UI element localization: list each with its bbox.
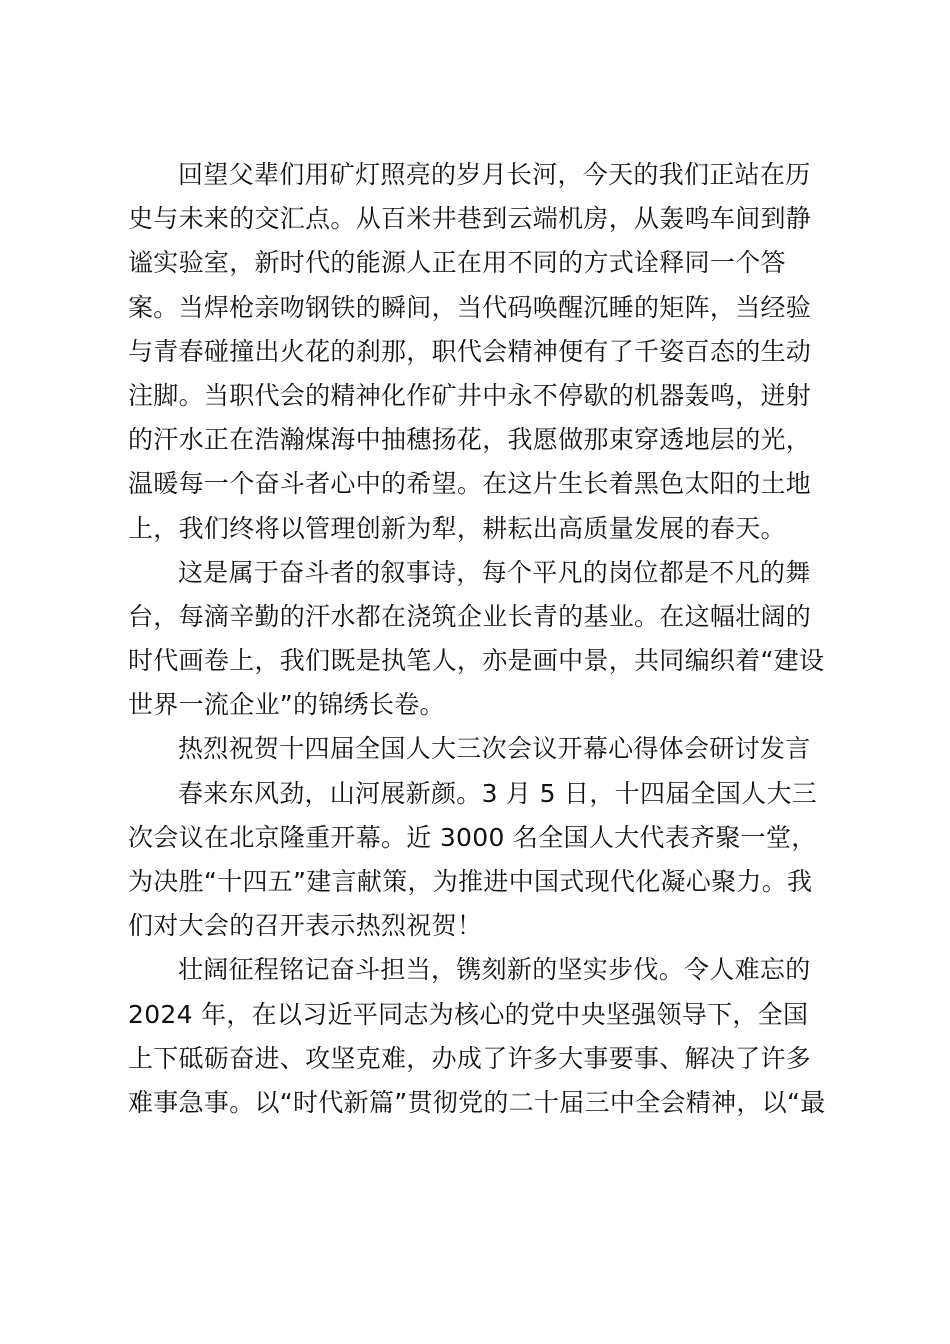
section-heading: 热烈祝贺十四届全国人大三次会议开幕心得体会研讨发言 <box>178 734 811 764</box>
paragraph-2-line-4: 世界一流企业”的锦绣长卷。 <box>128 690 445 720</box>
paragraph-4-line-2: 2024 年，在以习近平同志为核心的党中央坚强领导下，全国 <box>128 999 809 1029</box>
paragraph-1-line-6: 注脚。当职代会的精神化作矿井中永不停歇的机器轰鸣，迸射 <box>128 380 812 410</box>
paragraph-1-line-3: 谧实验室，新时代的能源人正在用不同的方式诠释同一个答 <box>128 248 786 278</box>
paragraph-1-line-8: 温暖每一个奋斗者心中的希望。在这片生长着黑色太阳的土地 <box>128 469 812 499</box>
paragraph-3-line-1: 春来东风劲，山河展新颜。3 月 5 日，十四届全国人大三 <box>178 778 818 808</box>
paragraph-1-line-1: 回望父辈们用矿灯照亮的岁月长河，今天的我们正站在历 <box>178 160 811 189</box>
paragraph-4-line-3: 上下砥砺奋进、攻坚克难，办成了许多大事要事、解决了许多 <box>128 1043 812 1073</box>
document-body <box>128 153 832 1125</box>
paragraph-3-line-4: 们对大会的召开表示热烈祝贺！ <box>128 911 483 941</box>
paragraph-1-line-5: 与青春碰撞出火花的刹那，职代会精神便有了千姿百态的生动 <box>128 336 812 366</box>
paragraph-3-line-2: 次会议在北京隆重开幕。近 3000 名全国人大代表齐聚一堂， <box>128 822 817 852</box>
paragraph-1-line-7: 的汗水正在浩瀚煤海中抽穗扬花，我愿做那束穿透地层的光， <box>128 425 812 455</box>
paragraph-1-line-9: 上，我们终将以管理创新为犁，耕耘出高质量发展的春天。 <box>128 513 786 543</box>
paragraph-4-line-1: 壮阔征程铭记奋斗担当，镌刻新的坚实步伐。令人难忘的 <box>178 955 811 985</box>
paragraph-1-line-4: 案。当焊枪亲吻钢铁的瞬间，当代码唤醒沉睡的矩阵，当经验 <box>128 292 812 322</box>
paragraph-1-line-2: 史与未来的交汇点。从百米井巷到云端机房，从轰鸣车间到静 <box>128 204 812 234</box>
paragraph-2-line-1: 这是属于奋斗者的叙事诗，每个平凡的岗位都是不凡的舞 <box>178 557 811 587</box>
paragraph-3-line-3: 为决胜“十四五”建言献策，为推进中国式现代化凝心聚力。我 <box>128 867 813 896</box>
paragraph-2-line-2: 台，每滴辛勤的汗水都在浇筑企业长青的基业。在这幅壮阔的 <box>128 601 812 631</box>
paragraph-4-line-4: 难事急事。以“时代新篇”贯彻党的二十届三中全会精神，以“最 <box>128 1087 826 1117</box>
paragraph-2-line-3: 时代画卷上，我们既是执笔人，亦是画中景，共同编织着“建设 <box>128 646 825 676</box>
